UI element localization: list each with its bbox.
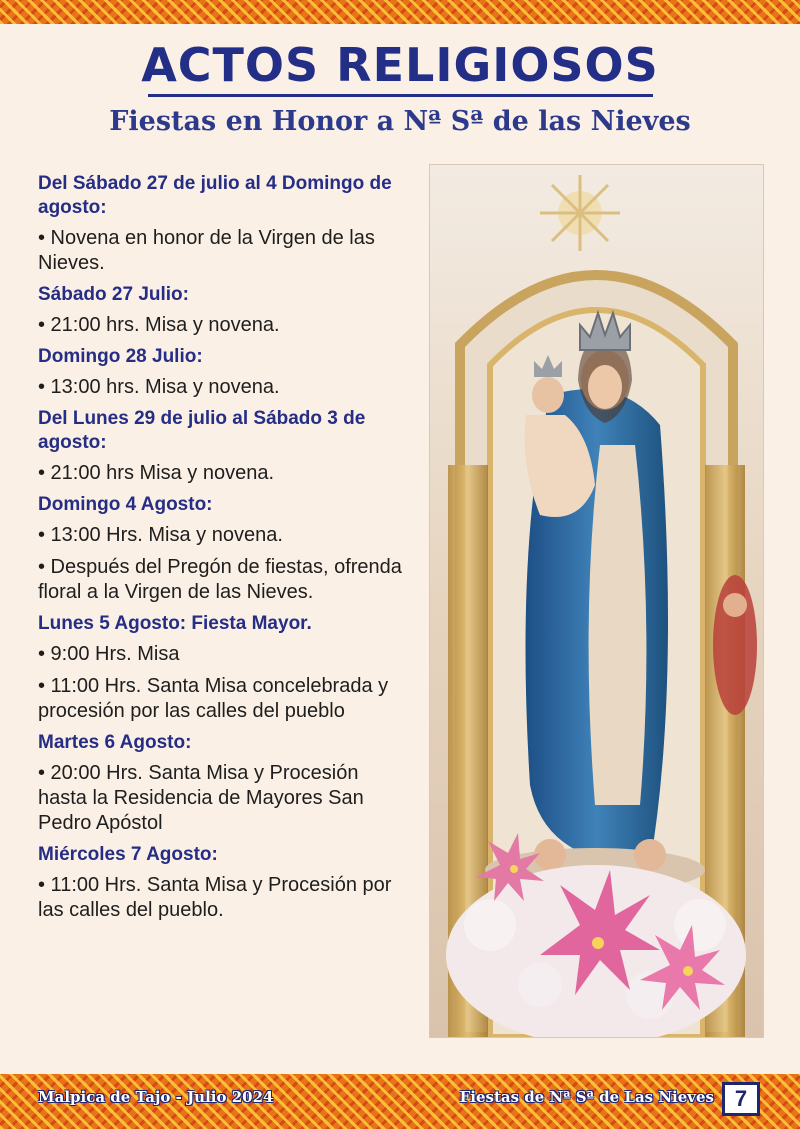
schedule-item: • 11:00 Hrs. Santa Misa y Procesión por las calles del pueblo. (38, 874, 392, 921)
page-subtitle: Fiestas en Honor a Nª Sª de las Nieves (109, 106, 691, 137)
schedule-section (38, 172, 410, 276)
page-number: 7 (722, 1082, 760, 1116)
schedule-section (38, 731, 410, 836)
schedule-item: • Después del Pregón de fiestas, ofrenda floral a la Virgen de las Nieves. (38, 556, 402, 603)
section-heading: Domingo 28 Julio: (38, 346, 203, 367)
section-heading: Lunes 5 Agosto: Fiesta Mayor. (38, 613, 312, 634)
virgin-statue-photo (429, 164, 764, 1038)
section-heading: Del Sábado 27 de julio al 4 Domingo de agosto: (38, 173, 392, 218)
schedule-section (38, 612, 410, 724)
schedule-item: • 13:00 hrs. Misa y novena. (38, 376, 280, 398)
schedule-section (38, 283, 410, 338)
schedule-item: • 9:00 Hrs. Misa (38, 643, 180, 665)
schedule-item: • 13:00 Hrs. Misa y novena. (38, 524, 283, 546)
schedule-item: • 20:00 Hrs. Santa Misa y Procesión hasta la Residencia de Mayores San Pedro Apóstol (38, 762, 364, 834)
footer-publication: Malpica de Tajo - Julio 2024 (38, 1088, 274, 1106)
section-heading: Sábado 27 Julio: (38, 284, 189, 305)
schedule-item: • Novena en honor de la Virgen de las Nieves. (38, 227, 375, 274)
page-title: ACTOS RELIGIOSOS (141, 38, 659, 92)
section-heading: Domingo 4 Agosto: (38, 494, 213, 515)
schedule-item: • 11:00 Hrs. Santa Misa concelebrada y procesión por las calles del pueblo (38, 675, 389, 722)
schedule-section (38, 407, 410, 486)
schedule-item: • 21:00 hrs. Misa y novena. (38, 314, 280, 336)
section-heading: Del Lunes 29 de julio al Sábado 3 de agosto: (38, 408, 366, 453)
footer-section-title: Fiestas de Nª Sª de Las Nieves (459, 1088, 714, 1106)
schedule-section (38, 843, 410, 923)
section-heading: Miércoles 7 Agosto: (38, 844, 218, 865)
schedule-item: • 21:00 hrs Misa y novena. (38, 462, 275, 484)
schedule-section (38, 345, 410, 400)
section-heading: Martes 6 Agosto: (38, 732, 192, 753)
top-decorative-band (0, 0, 800, 24)
schedule-list (38, 172, 410, 930)
statue-virgin-with-child-icon (430, 165, 763, 1037)
schedule-section (38, 493, 410, 605)
title-underline (148, 94, 653, 97)
